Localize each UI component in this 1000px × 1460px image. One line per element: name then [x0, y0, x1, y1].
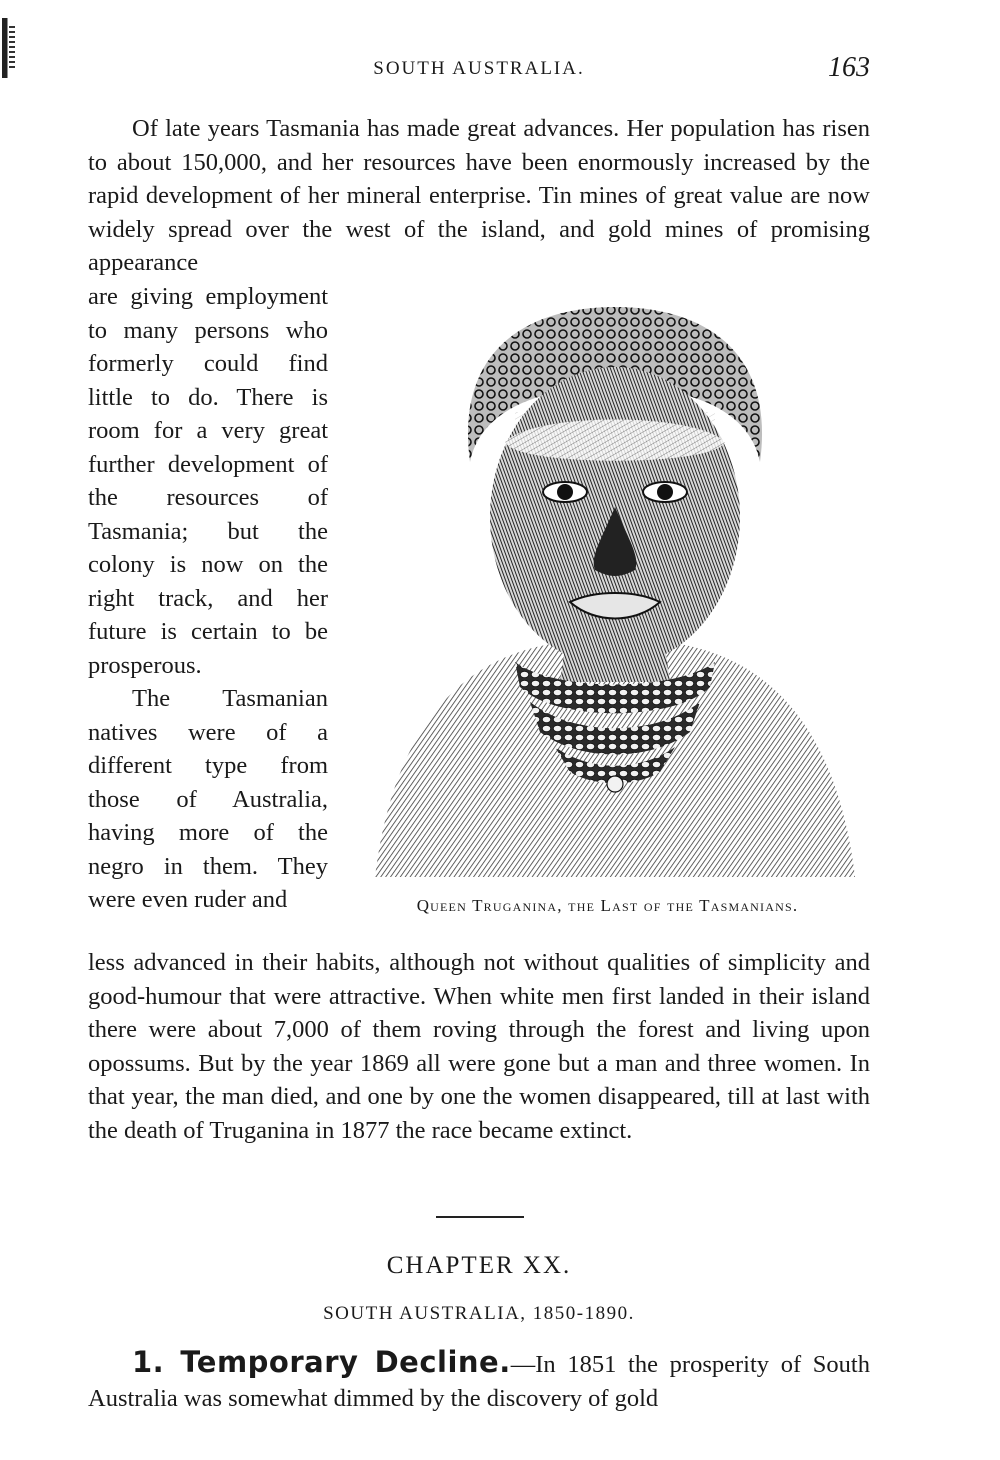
paragraph-tasmanian-extinction: less advanced in their habits, although not without qualities of simplicity and good-humour that were attractive. When white men first landed in their island there were about 7,000 of them roving through the forest and living upon opossums. But by the year 1869 all were gone but a man and three women. In that year, the man died, and one by one the women disappeared, till at last with the death of Truganina in 1877 the race became extinct.: [88, 949, 870, 1144]
section-divider: [436, 1216, 524, 1218]
portrait-engraving: [365, 292, 865, 892]
portrait-figure: [345, 292, 870, 932]
section-heading: 1. Temporary Decline.: [132, 1345, 511, 1379]
section-text: —In 1851 the prosperity of South Australia was somewhat dimmed by the discovery of gold: [88, 1351, 870, 1412]
wrapped-text-column: [88, 280, 328, 917]
figure-caption: Queen Truganina, the Last of the Tasmanians.: [416, 896, 799, 915]
running-head: [88, 52, 870, 86]
page-number: 163: [828, 52, 870, 83]
section-paragraph: [88, 1346, 870, 1415]
paragraph-tasmania-advances: Of late years Tasmania has made great advances. Her population has risen to about 150,000, and her resources have been enormously increased by the rapid development of her mineral enterprise. Tin mines of great value are now widely spread over the west of the island, and gold mines of promising appearance: [88, 115, 870, 276]
chapter-subtitle: SOUTH AUSTRALIA, 1850-1890.: [323, 1303, 635, 1324]
running-title: SOUTH AUSTRALIA.: [373, 58, 585, 79]
scan-edge-mark: [2, 18, 12, 78]
paragraph-tasmania-future: are giving employment to many persons who formerly could find little to do. There is room for a very great further development of the resources of Tasmania; but the colony is now on the right track, and her future is certain to be prosperous.: [88, 283, 328, 679]
paragraph-tasmanian-natives: The Tasmanian natives were of a different type from those of Australia, having more of the negro in them. They were even ruder and: [88, 685, 328, 913]
chapter-title: CHAPTER XX.: [386, 1252, 572, 1279]
